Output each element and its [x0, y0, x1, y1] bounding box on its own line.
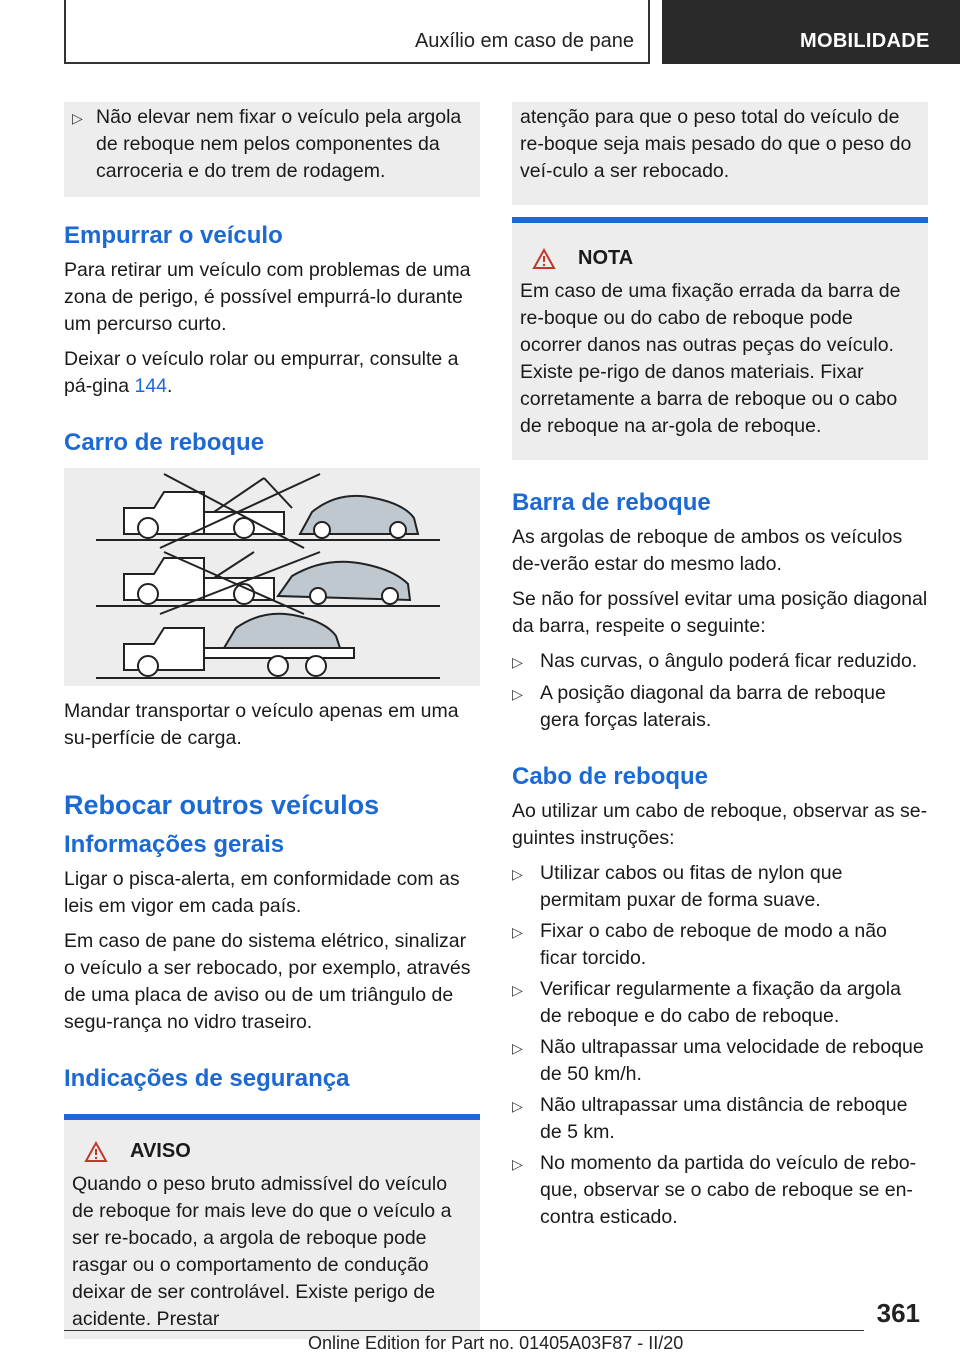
bullet-triangle-icon: ▷: [72, 110, 83, 126]
list-item: ▷ Não ultrapassar uma distância de reboque de 5 km.: [512, 1092, 928, 1146]
right-column: [512, 102, 928, 1235]
header-chapter-title: MOBILIDADE: [800, 30, 930, 52]
general-paragraph-1: Ligar o pisca-alerta, em conformidade com as leis em vigor em cada país.: [64, 868, 460, 917]
tow-cable-paragraph-1: Ao utilizar um cabo de reboque, observar as se-guintes instruções:: [512, 800, 928, 849]
warning-text: Quando o peso bruto admissível do veículo de reboque for mais leve do que o veículo a ser re-bocado, a argola de reboque pode rasgar ou o comportamento de condução deixar de ser controlável. Existe perigo de acidente. Prestar: [72, 1173, 452, 1330]
page-link-144[interactable]: 144: [134, 375, 168, 397]
footer-edition: Online Edition for Part no. 01405A03F87 - II/20: [308, 1333, 684, 1353]
heading-tow-truck: Carro de reboque: [64, 429, 265, 456]
note-box: [512, 223, 928, 460]
left-column: [64, 102, 480, 1339]
bullet-triangle-icon: ▷: [512, 1156, 523, 1172]
intro-bullet-text: Não elevar nem fixar o veículo pela argola de reboque nem pelos componentes da carroceria e do trem de rodagem.: [96, 106, 462, 182]
note-triangle-icon: [532, 248, 556, 270]
footer-divider: [64, 1330, 864, 1331]
bullet-triangle-icon: ▷: [512, 686, 523, 702]
list-item: ▷ No momento da partida do veículo de rebo-que, observar se o cabo de reboque se en-contra esticado.: [512, 1150, 928, 1231]
tow-bar-paragraph-1: As argolas de reboque de ambos os veículos de-verão estar do mesmo lado.: [512, 526, 903, 575]
list-item: ▷ Não ultrapassar uma velocidade de reboque de 50 km/h.: [512, 1034, 928, 1088]
note-title: [520, 245, 920, 272]
tow-bar-paragraph-2: Se não for possível evitar uma posição diagonal da barra, respeite o seguinte:: [512, 588, 928, 637]
general-paragraph-2: Em caso de pane do sistema elétrico, sinalizar o veículo a ser rebocado, por exemplo, através de uma placa de aviso ou de um triângulo de segu-rança no vidro traseiro.: [64, 930, 471, 1033]
warning-triangle-icon: [84, 1141, 108, 1163]
bullet-triangle-icon: ▷: [512, 924, 523, 940]
list-item: ▷ A posição diagonal da barra de reboque gera forças laterais.: [512, 680, 928, 734]
bullet-triangle-icon: ▷: [512, 654, 523, 670]
page-number: 361: [876, 1298, 920, 1328]
heading-tow-other-vehicles: Rebocar outros veículos: [64, 790, 380, 820]
tow-truck-illustration: [64, 468, 480, 686]
note-label: NOTA: [578, 247, 634, 269]
note-text: Em caso de uma fixação errada da barra de re-boque ou do cabo de reboque pode ocorrer danos nas outras peças do veículo. Existe pe-rigo de danos materiais. Fixar corretamente a barra de reboque ou o cabo de reboque na ar-gola de reboque.: [520, 280, 901, 437]
header-section-title: Auxílio em caso de pane: [414, 30, 634, 52]
push-paragraph-1: Para retirar um veículo com problemas de uma zona de perigo, é possível empurrá-lo durante um percurso curto.: [64, 259, 471, 335]
warning-continued-text: atenção para que o peso total do veículo de re-boque seja mais pesado do que o peso do veí-culo a ser rebocado.: [520, 106, 912, 182]
tow-truck-caption: Mandar transportar o veículo apenas em uma su-perfície de carga.: [64, 700, 459, 749]
warning-title: [72, 1138, 472, 1165]
list-item: ▷ Nas curvas, o ângulo poderá ficar reduzido.: [512, 648, 928, 676]
warning-label: AVISO: [130, 1140, 191, 1162]
warning-box: [64, 1120, 480, 1339]
bullet-triangle-icon: ▷: [512, 1040, 523, 1056]
heading-tow-bar: Barra de reboque: [512, 489, 711, 516]
bullet-triangle-icon: ▷: [512, 982, 523, 998]
tow-truck-drawing: [64, 468, 480, 686]
heading-safety-notes: Indicações de segurança: [64, 1065, 350, 1092]
push-paragraph-2: Deixar o veículo rolar ou empurrar, consulte a pá-gina 144.: [64, 348, 459, 397]
heading-push-vehicle: Empurrar o veículo: [64, 222, 283, 249]
warning-continued-box: [512, 102, 928, 205]
heading-tow-cable: Cabo de reboque: [512, 763, 709, 790]
bullet-triangle-icon: ▷: [512, 866, 523, 882]
heading-general-info: Informações gerais: [64, 831, 285, 858]
intro-bullet-box: [64, 102, 480, 197]
list-item: ▷ Verificar regularmente a fixação da argola de reboque e do cabo de reboque.: [512, 976, 928, 1030]
bullet-triangle-icon: ▷: [512, 1098, 523, 1114]
list-item: ▷ Utilizar cabos ou fitas de nylon que permitam puxar de forma suave.: [512, 860, 928, 914]
list-item: ▷ Fixar o cabo de reboque de modo a não ficar torcido.: [512, 918, 928, 972]
